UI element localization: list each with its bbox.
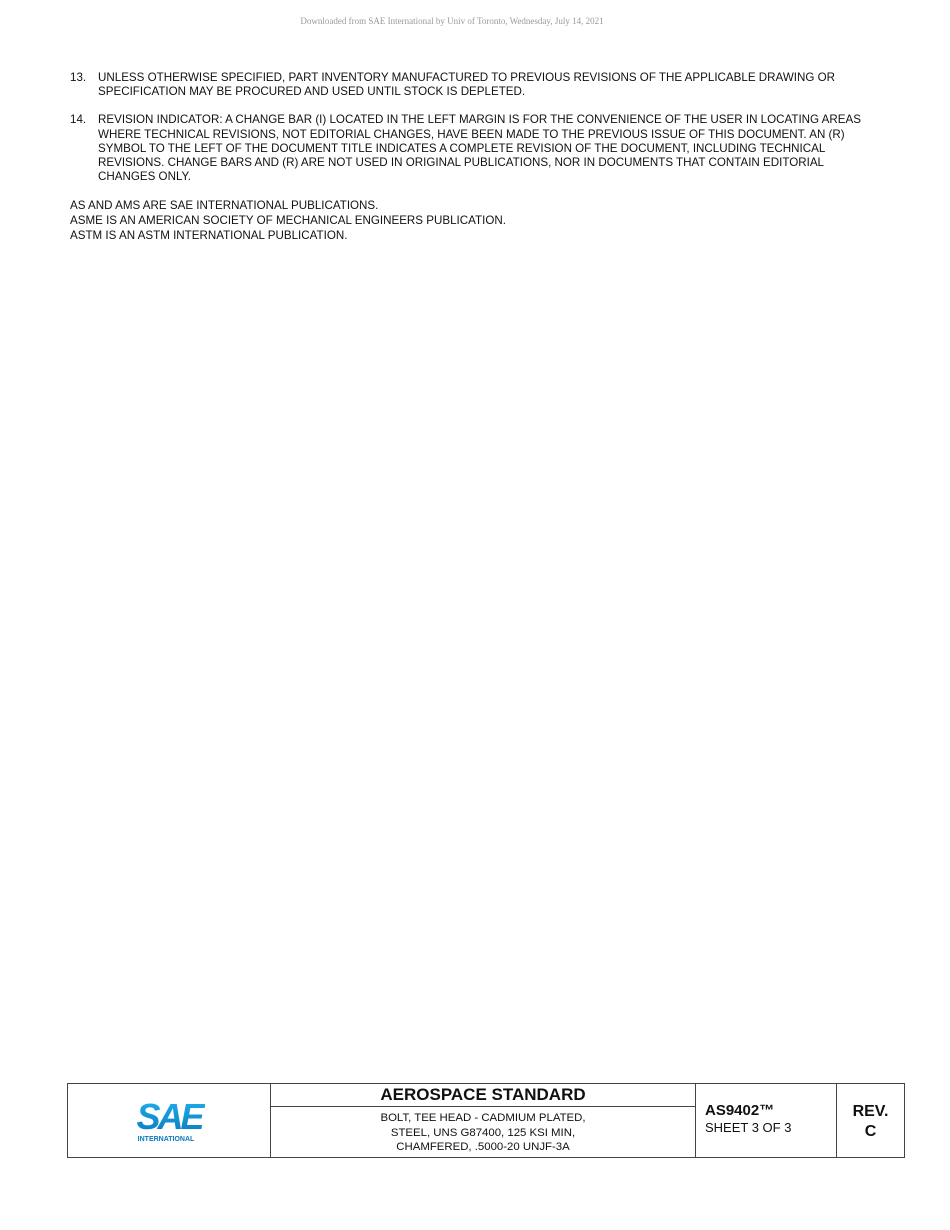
note-text: UNLESS OTHERWISE SPECIFIED, PART INVENTORY MANUFACTURED TO PREVIOUS REVISIONS OF THE APPLICABLE DRAWING OR SPECIFICATION MAY BE PROCURED AND USED UNTIL STOCK IS DEPLETED. [98,71,836,99]
sheet-number: SHEET 3 OF 3 [705,1120,792,1135]
notes-section [70,71,880,198]
publication-line: AS AND AMS ARE SAE INTERNATIONAL PUBLICATIONS. [70,199,379,212]
note-number: 13. [70,71,87,84]
revision-label: REV. [852,1102,889,1120]
sae-logo-subtext: INTERNATIONAL [137,1135,195,1143]
sae-logo [133,1098,205,1144]
publication-line: ASTM IS AN ASTM INTERNATIONAL PUBLICATION. [70,228,348,242]
description-line: STEEL, UNS G87400, 125 KSI MIN, [390,1126,576,1139]
note-item [70,71,880,99]
revision-value: C [864,1122,877,1140]
note-text: REVISION INDICATOR: A CHANGE BAR (I) LOCATED IN THE LEFT MARGIN IS FOR THE CONVENIENCE OF THE USER IN LOCATING AREAS WHERE TECHNICAL REVISIONS, NOT EDITORIAL CHANGES, HAVE BEEN MADE TO THE PREVIOUS ISSUE OF THIS DOCUMENT. AN (R) SYMBOL TO THE LEFT OF THE DOCUMENT TITLE INDICATES A COMPLETE REVISION OF THE DOCUMENT, INCLUDING TECHNICAL REVISIONS. CHANGE BARS AND (R) ARE NOT USED IN ORIGINAL PUBLICATIONS, NOR IN DOCUMENTS THAT CONTAIN EDITORIAL CHANGES ONLY. [98,113,861,184]
download-watermark: Downloaded from SAE International by Univ of Toronto, Wednesday, July 14, 2021 [300,16,604,26]
description-line: CHAMFERED, .5000-20 UNJF-3A [396,1141,570,1153]
note-number: 14. [70,113,87,127]
publication-line: ASME IS AN AMERICAN SOCIETY OF MECHANICAL ENGINEERS PUBLICATION. [70,213,506,227]
note-item [70,113,880,184]
part-description [271,1107,695,1155]
publications-list [70,199,506,243]
sae-logo-wordmark: SAE [136,1097,202,1137]
title-block [67,1083,905,1158]
revision-cell [837,1084,904,1157]
document-number-cell [696,1084,837,1157]
standard-heading: AEROSPACE STANDARD [271,1084,695,1107]
sae-logo-cell [68,1084,271,1157]
document-number: AS9402™ [705,1102,775,1119]
title-cell [271,1084,696,1157]
description-line: BOLT, TEE HEAD - CADMIUM PLATED, [380,1112,586,1124]
